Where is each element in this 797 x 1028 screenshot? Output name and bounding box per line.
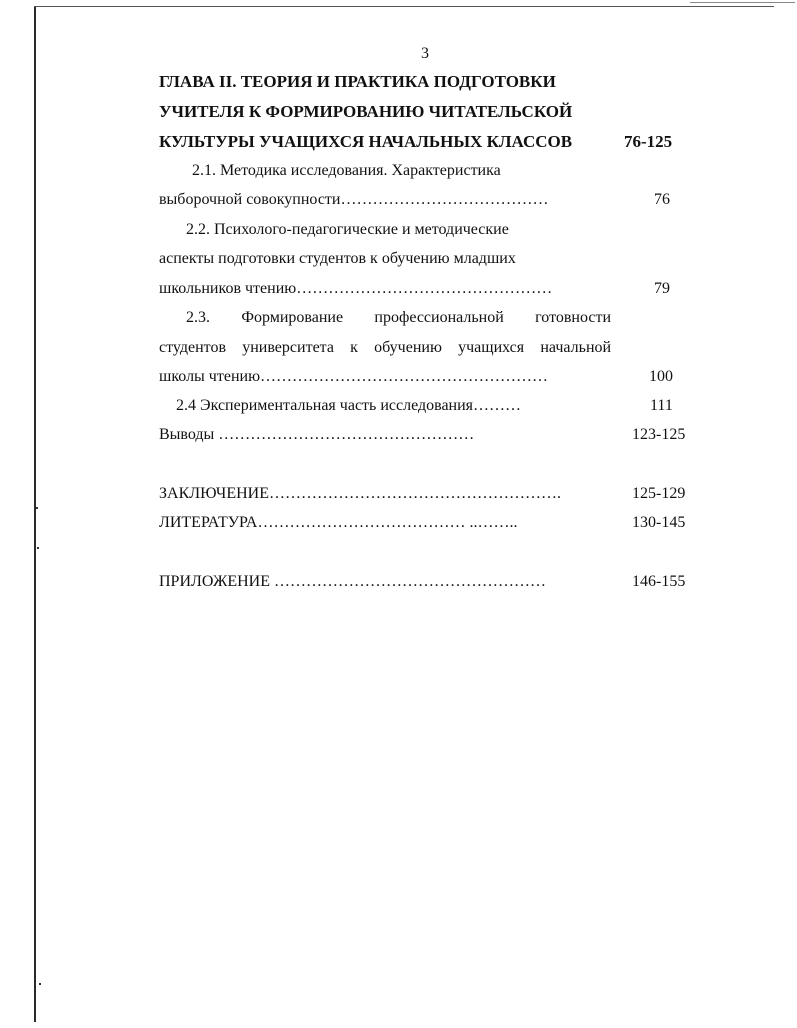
toc-section-literature: ЛИТЕРАТУРА………………………………… ..…….. [159, 514, 518, 531]
scan-page-edge-top [34, 6, 774, 7]
toc-entry-2-3-word: университета [242, 339, 334, 356]
toc-entry-2-4-line1: 2.4 Экспериментальная часть исследования……… [176, 397, 522, 414]
toc-entry-2-3-word: обучению [374, 339, 442, 356]
toc-entry-2-2-line3: школьников чтению………………………………………… [159, 280, 553, 297]
chapter-title-line3: КУЛЬТУРЫ УЧАЩИХСЯ НАЧАЛЬНЫХ КЛАССОВ [159, 132, 573, 151]
toc-entry-2-1-pages: 76 [654, 191, 670, 208]
toc-entry-conclusions-pages: 123-125 [632, 426, 686, 443]
toc-entry-2-3-word: учащихся [458, 339, 525, 356]
chapter-pages: 76-125 [624, 132, 673, 151]
chapter-title-line1: ГЛАВА II. ТЕОРИЯ И ПРАКТИКА ПОДГОТОВКИ [159, 72, 556, 91]
toc-entry-2-3-word: Формирование [241, 309, 344, 326]
toc-entry-conclusions: Выводы ………………………………………… [159, 426, 475, 443]
toc-entry-2-3-line3: школы чтению……………………………………………… [159, 368, 549, 385]
toc-entry-2-3-word: студентов [159, 339, 227, 356]
chapter-title-line2: УЧИТЕЛЯ К ФОРМИРОВАНИЮ ЧИТАТЕЛЬСКОЙ [159, 102, 573, 121]
toc-entry-2-3-word: начальной [540, 339, 612, 356]
scan-page-edge-left [34, 6, 36, 1022]
toc-section-appendix: ПРИЛОЖЕНИЕ …………………………………………… [159, 573, 547, 590]
scan-speck [37, 547, 39, 549]
scan-page-edge-top-right [690, 2, 795, 3]
toc-section-literature-pages: 130-145 [632, 514, 686, 531]
toc-entry-2-3-pages: 100 [649, 368, 673, 385]
toc-entry-2-2-line2: аспекты подготовки студентов к обучению младших [159, 250, 516, 267]
toc-section-appendix-pages: 146-155 [632, 573, 686, 590]
toc-entry-2-4-pages: 111 [650, 397, 673, 414]
toc-entry-2-3-line2 [159, 338, 611, 358]
toc-section-conclusion-pages: 125-129 [632, 485, 686, 502]
toc-entry-2-3-word: к [350, 339, 358, 356]
toc-entry-2-2-line1: 2.2. Психолого-педагогические и методические [186, 221, 509, 238]
toc-entry-2-3-line1 [186, 308, 611, 328]
scan-speck [36, 507, 38, 509]
toc-entry-2-3-word: готовности [535, 309, 612, 326]
toc-entry-2-1-line2: выборочной совокупности………………………………… [159, 191, 549, 208]
scan-speck [39, 983, 41, 985]
page-number: 3 [421, 45, 429, 62]
toc-entry-2-1-line1: 2.1. Методика исследования. Характеристика [192, 162, 501, 179]
toc-entry-2-3-word: 2.3. [186, 309, 210, 326]
toc-section-conclusion: ЗАКЛЮЧЕНИЕ………………………………………………. [159, 485, 561, 502]
toc-entry-2-3-word: профессиональной [374, 309, 504, 326]
toc-entry-2-2-pages: 79 [654, 280, 670, 297]
